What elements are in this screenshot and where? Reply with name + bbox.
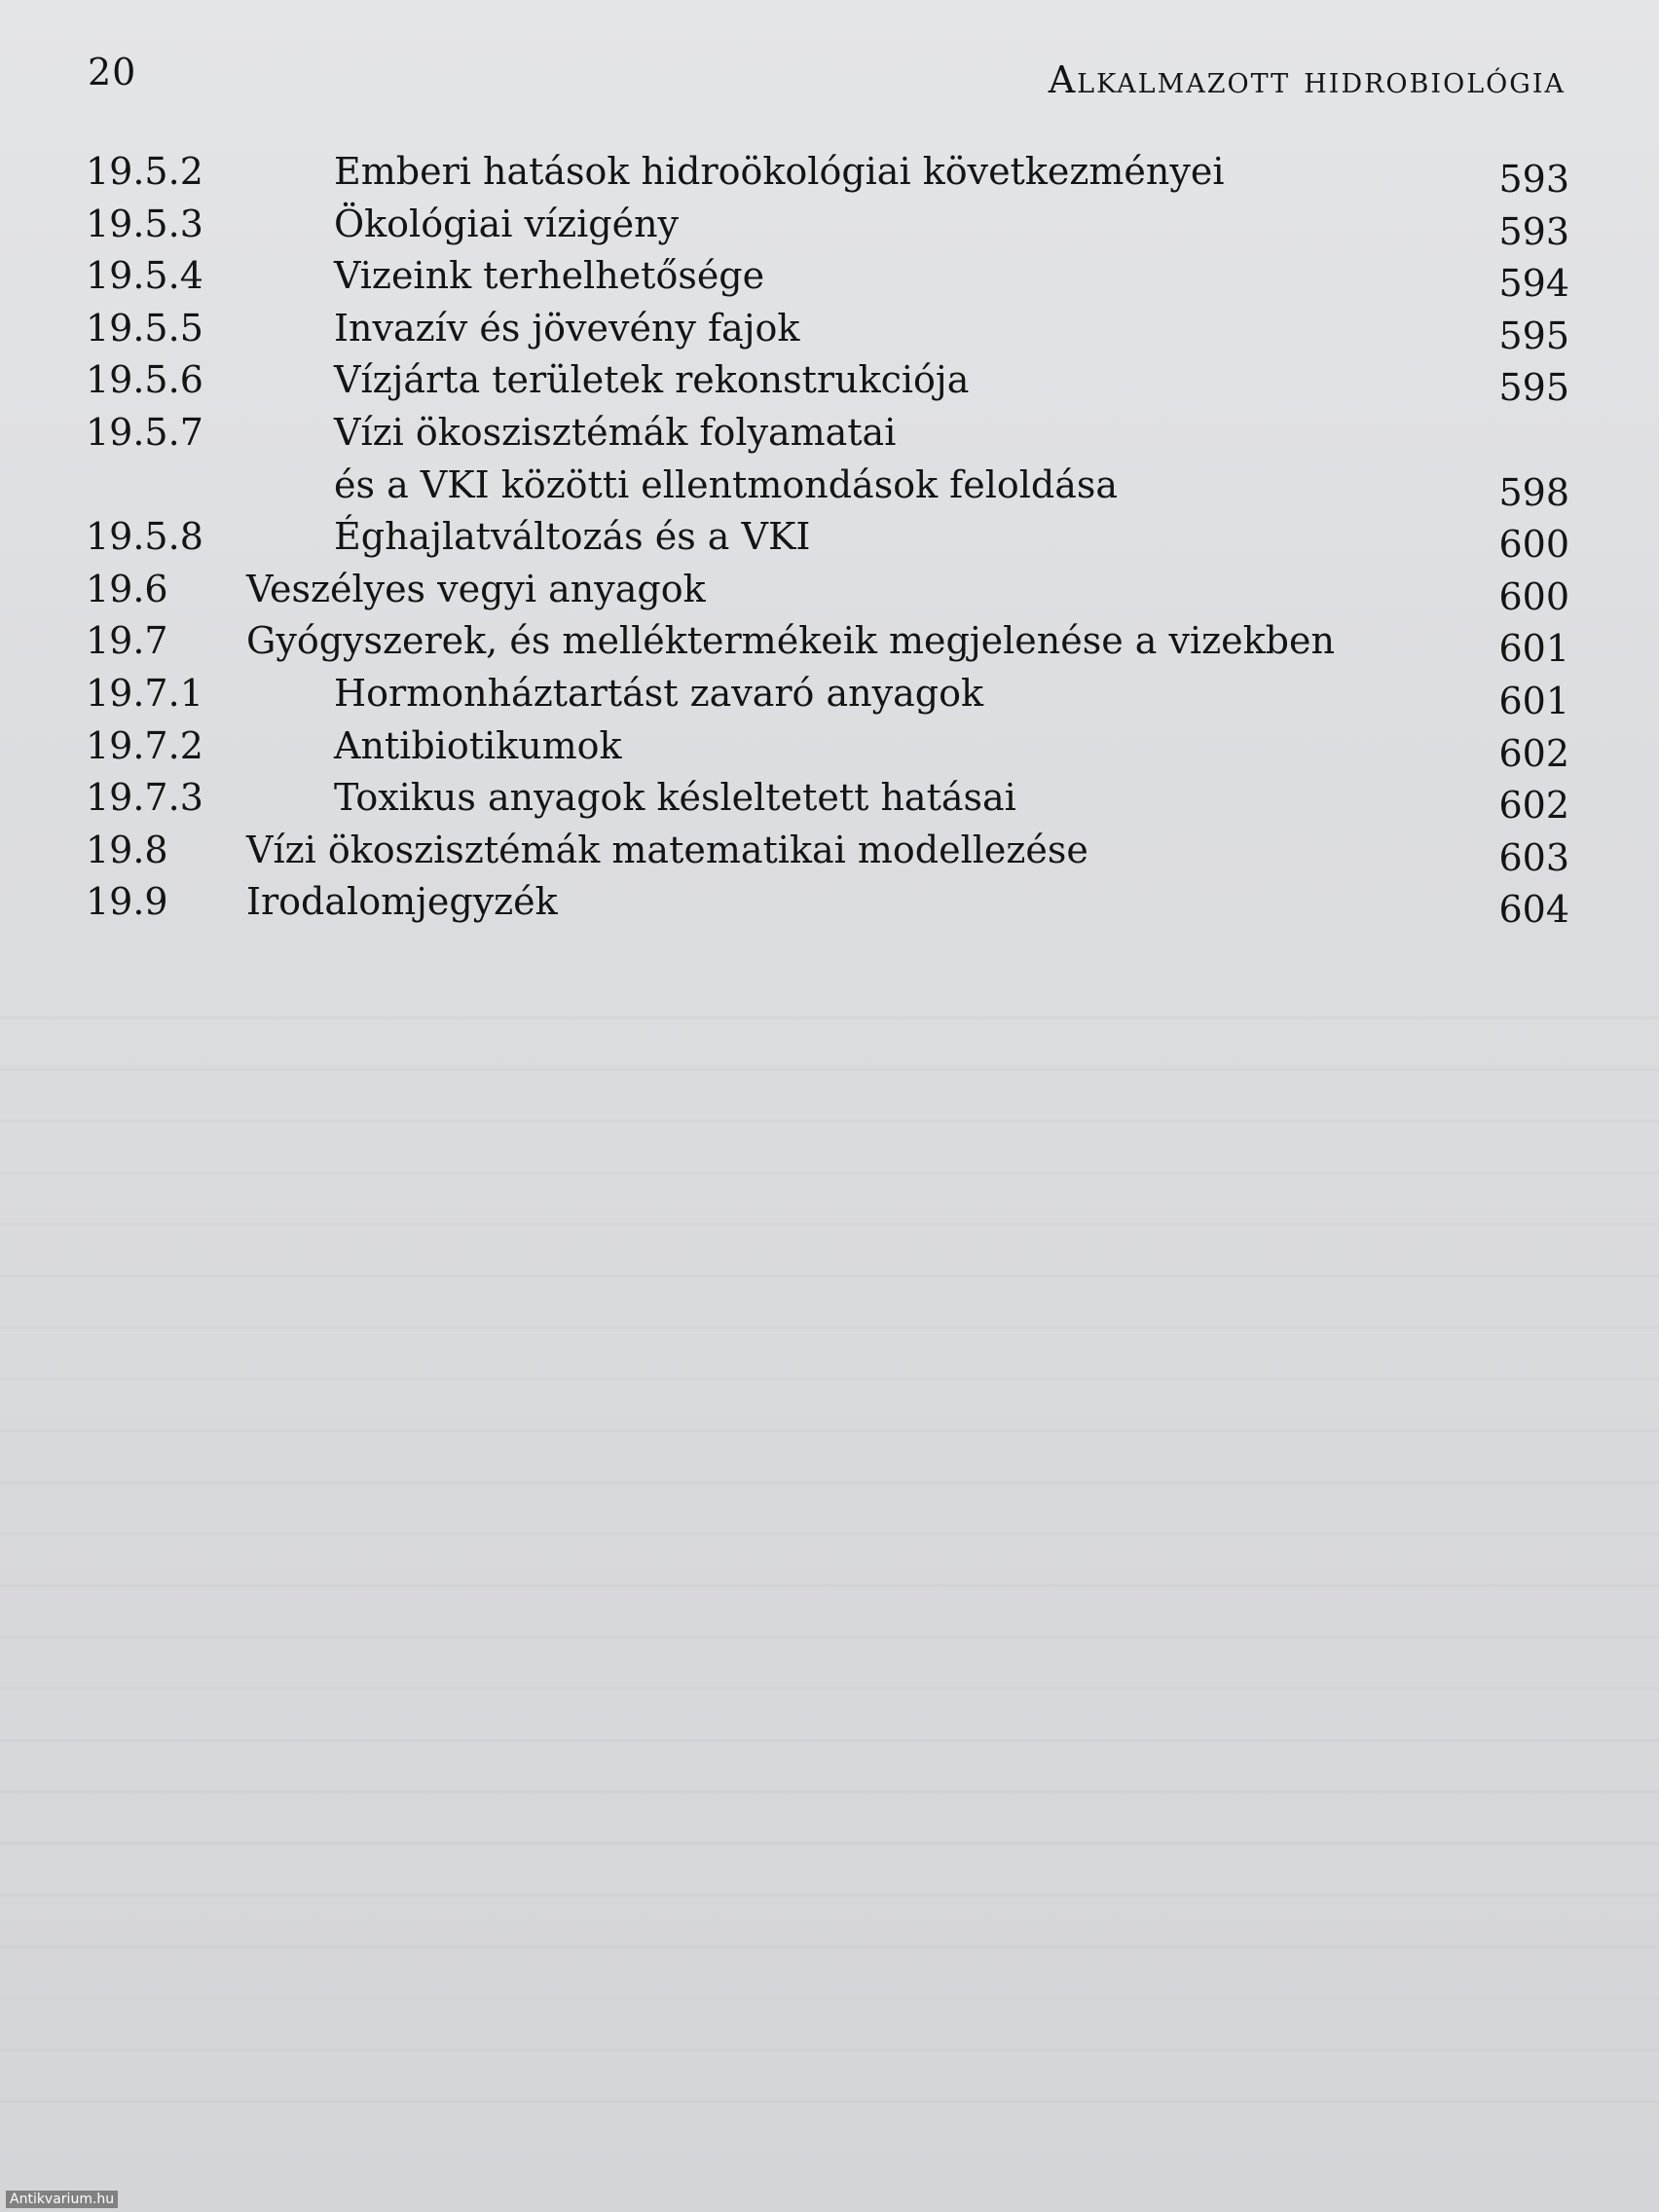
toc-entry-page: 602	[1498, 784, 1569, 828]
toc-entry-page: 600	[1498, 523, 1569, 567]
toc-entry-number: 19.5.5	[86, 306, 203, 350]
toc-entry-title: Vízjárta területek rekonstrukciója	[334, 358, 970, 402]
toc-entry-page: 593	[1498, 209, 1569, 253]
toc-entry	[0, 146, 1659, 199]
toc-entry-title: Toxikus anyagok késleltetett hatásai	[334, 776, 1016, 820]
toc-entry-title: Veszélyes vegyi anyagok	[246, 567, 706, 610]
toc-entry	[0, 772, 1659, 828]
toc-entry-number: 19.5.3	[86, 202, 203, 245]
toc-entry-title: Hormonháztartást zavaró anyagok	[334, 671, 983, 715]
toc-entry-number: 19.5.4	[86, 254, 203, 298]
toc-entry-title: és a VKI közötti ellentmondások feloldása	[334, 462, 1119, 506]
toc-entry	[0, 668, 1659, 720]
toc-entry-number: 19.7	[86, 619, 168, 663]
toc-entry	[0, 720, 1659, 773]
table-of-contents	[0, 146, 1659, 932]
toc-entry-continuation	[0, 460, 1659, 512]
toc-entry-page: 604	[1498, 888, 1569, 932]
toc-entry-number: 19.7.3	[86, 776, 203, 820]
toc-entry-title: Vízi ökoszisztémák matematikai modellezése	[246, 828, 1088, 871]
toc-entry-page: 594	[1498, 262, 1569, 306]
toc-entry-title: Antibiotikumok	[334, 723, 622, 767]
toc-entry-title: Ökológiai vízigény	[334, 202, 680, 245]
toc-entry-title: Vízi ökoszisztémák folyamatai	[334, 410, 897, 454]
toc-entry-title: Invazív és jövevény fajok	[334, 306, 800, 350]
toc-entry-number: 19.5.6	[86, 358, 203, 402]
toc-entry-number: 19.5.8	[86, 515, 203, 559]
toc-entry	[0, 511, 1659, 567]
toc-entry	[0, 354, 1659, 410]
toc-entry	[0, 876, 1659, 932]
toc-entry-number: 19.5.2	[86, 150, 203, 193]
toc-entry-page: 595	[1498, 366, 1569, 410]
toc-entry-number: 19.5.7	[86, 410, 203, 454]
toc-entry	[0, 407, 1659, 460]
watermark: Antikvarium.hu	[6, 2191, 118, 2208]
toc-entry-number: 19.7.1	[86, 671, 203, 715]
toc-entry-title: Emberi hatások hidroökológiai következményei	[334, 150, 1225, 193]
toc-entry	[0, 564, 1659, 616]
toc-entry-page: 602	[1498, 731, 1569, 775]
toc-entry-number: 19.8	[86, 828, 168, 871]
toc-entry-page: 593	[1498, 158, 1569, 201]
toc-entry-number: 19.6	[86, 567, 168, 610]
toc-entry-title: Vizeink terhelhetősége	[334, 254, 765, 298]
toc-entry-title: Irodalomjegyzék	[246, 880, 558, 924]
toc-entry-number: 19.7.2	[86, 723, 203, 767]
toc-entry-title: Gyógyszerek, és melléktermékeik megjelenése a vizekben	[246, 619, 1335, 663]
show-through-text	[0, 974, 1659, 2142]
page-number: 20	[88, 51, 137, 93]
toc-entry	[0, 825, 1659, 877]
toc-entry	[0, 250, 1659, 306]
running-head: Alkalmazott hidrobiológia	[1048, 58, 1566, 101]
toc-entry	[0, 615, 1659, 671]
toc-entry-title: Éghajlatváltozás és a VKI	[334, 515, 811, 559]
toc-entry-page: 601	[1498, 679, 1569, 722]
toc-entry-number: 19.9	[86, 880, 168, 924]
toc-entry-page: 603	[1498, 835, 1569, 879]
toc-entry	[0, 303, 1659, 355]
toc-entry-page: 595	[1498, 313, 1569, 357]
toc-entry-page: 598	[1498, 470, 1569, 514]
toc-entry-page: 600	[1498, 574, 1569, 618]
toc-entry	[0, 199, 1659, 251]
toc-entry-page: 601	[1498, 627, 1569, 671]
